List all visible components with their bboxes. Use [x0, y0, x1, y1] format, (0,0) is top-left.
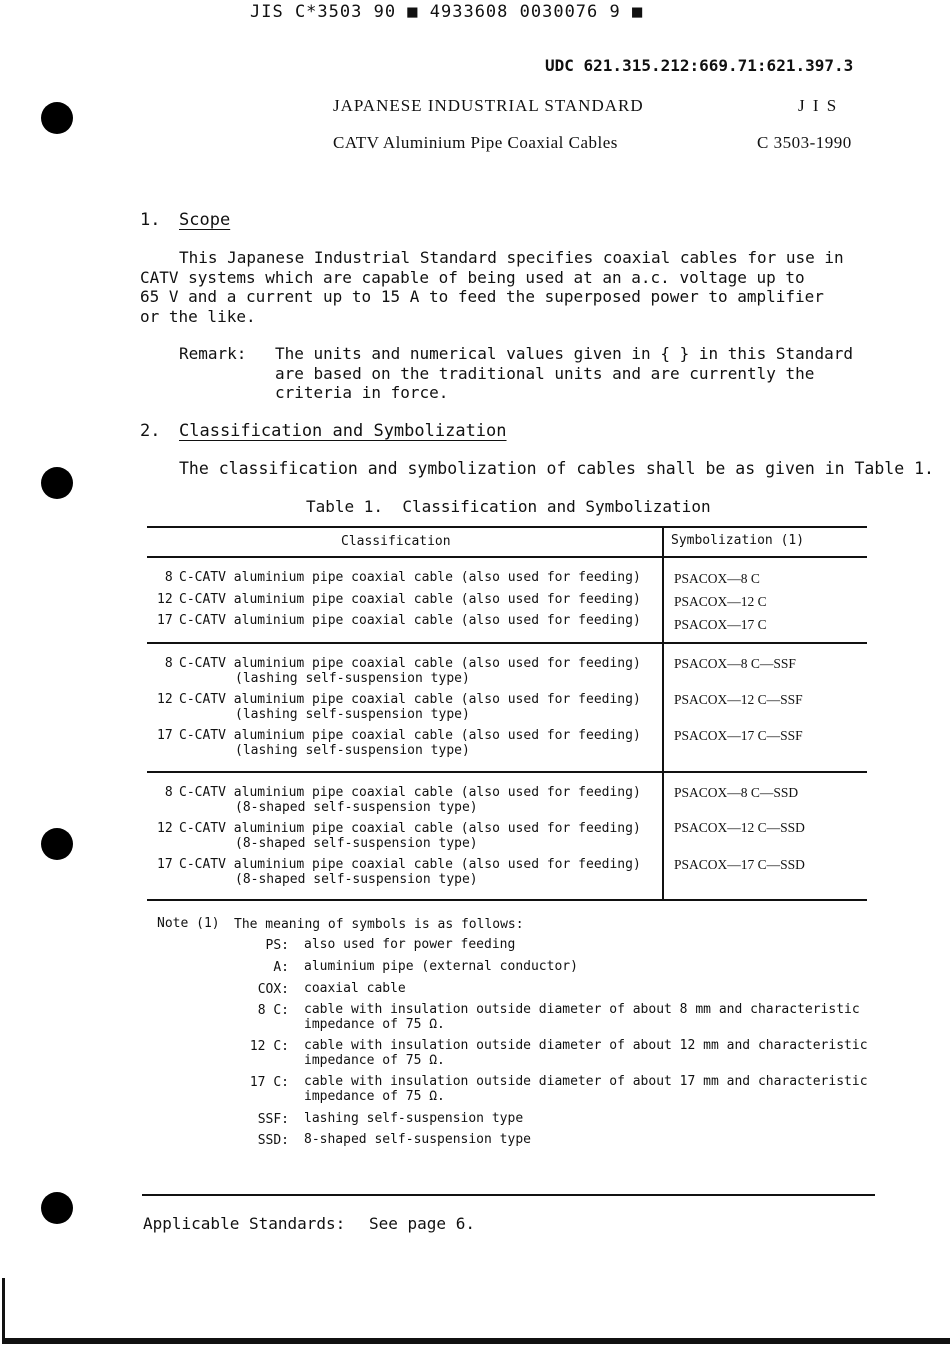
remark-line: The units and numerical values given in { } in this Standard — [275, 344, 853, 363]
table-header-rule — [147, 556, 867, 558]
table-row-classification: C-CATV aluminium pipe coaxial cable (also used for feeding) — [179, 592, 641, 607]
note-symbol-key: 8 C: — [257, 1003, 289, 1018]
table-row-size: 12 — [157, 592, 173, 607]
column-header-symbolization: Symbolization (1) — [671, 533, 805, 548]
scope-paragraph — [140, 248, 844, 326]
table-caption: Table 1. Classification and Symbolization — [306, 497, 711, 516]
note-symbol-meaning: impedance of 75 Ω. — [304, 1052, 445, 1068]
jis-label: J I S — [798, 96, 839, 115]
table-group-rule — [147, 771, 867, 773]
table-group-rule — [147, 642, 867, 644]
table-row-symbol: PSACOX—8 C — [674, 571, 760, 586]
table-row-symbol: PSACOX—17 C—SSD — [674, 857, 805, 872]
remark-line: are based on the traditional units and are currently the — [275, 363, 815, 383]
table-row-subtype: (8-shaped self-suspension type) — [235, 871, 478, 887]
table-row-classification: C-CATV aluminium pipe coaxial cable (also used for feeding) — [179, 821, 641, 836]
note-symbol-meaning: coaxial cable — [304, 981, 406, 996]
document-title: CATV Aluminium Pipe Coaxial Cables — [333, 133, 618, 152]
document-code-line: JIS C*3503 90 ■ 4933608 0030076 9 ■ — [250, 2, 644, 22]
scope-line: 65 V and a current up to 15 A to feed the superposed power to amplifier — [140, 287, 824, 306]
scan-border-left — [2, 1278, 5, 1342]
note-symbol-meaning: cable with insulation outside diameter of about 8 mm and characteristic — [304, 1002, 860, 1017]
note-symbol-meaning: aluminium pipe (external conductor) — [304, 959, 578, 974]
table-row-symbol: PSACOX—17 C—SSF — [674, 728, 803, 743]
table-row-classification: C-CATV aluminium pipe coaxial cable (also used for feeding) — [179, 785, 641, 800]
table-row-size: 8 — [157, 570, 173, 585]
standard-number: C 3503-1990 — [757, 133, 852, 152]
section-heading-classification: Classification and Symbolization — [179, 421, 507, 441]
note-label: Note (1) — [157, 916, 220, 931]
note-symbol-key: 12 C: — [249, 1039, 289, 1054]
column-header-classification: Classification — [341, 534, 451, 549]
note-symbol-key: A: — [273, 960, 289, 975]
table-row-classification: C-CATV aluminium pipe coaxial cable (also used for feeding) — [179, 857, 641, 872]
note-symbol-meaning: cable with insulation outside diameter of about 12 mm and characteristic — [304, 1038, 868, 1053]
scope-line: or the like. — [140, 306, 256, 326]
table-row-size: 17 — [157, 857, 173, 872]
table-row-size: 12 — [157, 692, 173, 707]
table-row-size: 12 — [157, 821, 173, 836]
table-row-symbol: PSACOX—12 C — [674, 594, 767, 609]
table-row-subtype: (lashing self-suspension type) — [235, 670, 470, 686]
table-row-symbol: PSACOX—17 C — [674, 617, 767, 632]
note-symbol-key: SSF: — [257, 1112, 289, 1127]
note-symbol-key: SSD: — [257, 1133, 289, 1148]
table-top-rule — [147, 526, 867, 528]
table-row-symbol: PSACOX—12 C—SSD — [674, 820, 805, 835]
note-symbol-key: PS: — [265, 938, 289, 953]
note-symbol-meaning: lashing self-suspension type — [304, 1111, 524, 1126]
table-row-subtype: (8-shaped self-suspension type) — [235, 835, 478, 851]
scan-border-bottom — [2, 1338, 950, 1344]
table-row-symbol: PSACOX—12 C—SSF — [674, 692, 803, 707]
note-symbol-meaning: 8-shaped self-suspension type — [304, 1132, 531, 1147]
table-column-divider — [662, 526, 664, 901]
note-symbol-key: 17 C: — [249, 1075, 289, 1090]
table-row-subtype: (8-shaped self-suspension type) — [235, 799, 478, 815]
punch-hole — [41, 828, 73, 860]
footer-rule — [142, 1194, 875, 1196]
note-intro: The meaning of symbols is as follows: — [234, 917, 524, 932]
udc-number: UDC 621.315.212:669.71:621.397.3 — [545, 56, 854, 75]
scope-line: CATV systems which are capable of being used at an a.c. voltage up to — [140, 267, 805, 287]
note-symbol-meaning: also used for power feeding — [304, 937, 516, 952]
table-row-classification: C-CATV aluminium pipe coaxial cable (also used for feeding) — [179, 613, 641, 628]
table-row-classification: C-CATV aluminium pipe coaxial cable (also used for feeding) — [179, 570, 641, 585]
table-row-subtype: (lashing self-suspension type) — [235, 742, 470, 758]
note-symbol-key: COX: — [257, 982, 289, 997]
table-bottom-rule — [147, 899, 867, 901]
classification-intro: The classification and symbolization of cables shall be as given in Table 1. — [179, 459, 934, 478]
table-row-size: 8 — [157, 656, 173, 671]
remark-text — [275, 344, 853, 403]
note-symbol-meaning: impedance of 75 Ω. — [304, 1088, 445, 1104]
note-symbol-meaning: cable with insulation outside diameter of about 17 mm and characteristic — [304, 1074, 868, 1089]
remark-label: Remark: — [179, 344, 247, 363]
table-row-classification: C-CATV aluminium pipe coaxial cable (also used for feeding) — [179, 692, 641, 707]
applicable-standards-label: Applicable Standards: — [143, 1214, 346, 1233]
table-row-size: 8 — [157, 785, 173, 800]
scope-line: This Japanese Industrial Standard specifies coaxial cables for use in — [179, 248, 844, 267]
section-number: 2. — [140, 421, 161, 441]
table-row-symbol: PSACOX—8 C—SSF — [674, 656, 796, 671]
table-row-subtype: (lashing self-suspension type) — [235, 706, 470, 722]
table-row-size: 17 — [157, 613, 173, 628]
section-number: 1. — [140, 210, 161, 230]
applicable-standards-value: See page 6. — [369, 1214, 475, 1233]
section-heading-scope: Scope — [179, 210, 231, 230]
table-row-classification: C-CATV aluminium pipe coaxial cable (also used for feeding) — [179, 728, 641, 743]
remark-line: criteria in force. — [275, 383, 449, 402]
punch-hole — [41, 467, 73, 499]
punch-hole — [41, 102, 73, 134]
table-row-size: 17 — [157, 728, 173, 743]
note-symbol-meaning: impedance of 75 Ω. — [304, 1016, 445, 1032]
table-row-symbol: PSACOX—8 C—SSD — [674, 785, 799, 800]
table-row-classification: C-CATV aluminium pipe coaxial cable (also used for feeding) — [179, 656, 641, 671]
punch-hole — [41, 1192, 73, 1224]
standard-name: JAPANESE INDUSTRIAL STANDARD — [333, 96, 644, 115]
